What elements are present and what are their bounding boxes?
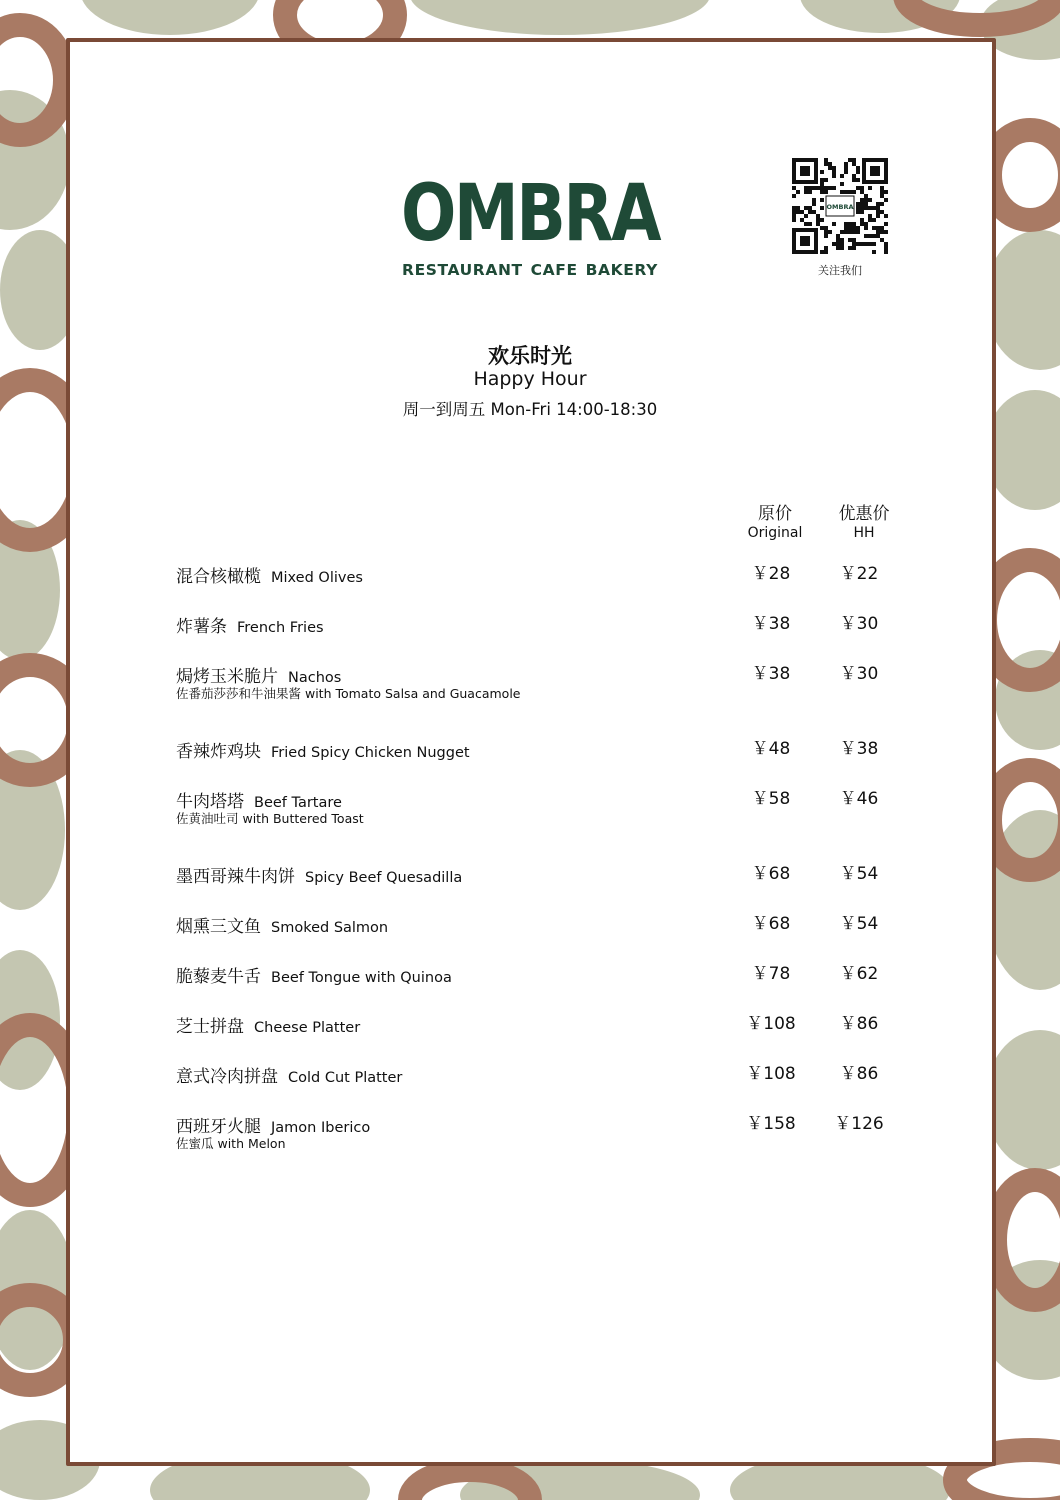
- menu-item-name-cn: 混合核橄榄: [176, 567, 261, 587]
- menu-item-note: 佐番茄莎莎和牛油果酱 with Tomato Salsa and Guacamole: [176, 686, 521, 701]
- happy-hour-schedule: 周一到周五 Mon-Fri 14:00-18:30: [402, 400, 658, 419]
- menu-item: [176, 787, 956, 847]
- menu-item-name-cn: 香辣炸鸡块: [176, 742, 261, 762]
- column-header-hh: [814, 499, 914, 541]
- price-happy-hour: ￥62: [839, 964, 879, 984]
- price-happy-hour: ￥38: [839, 739, 879, 759]
- menu-item-note: 佐黄油吐司 with Buttered Toast: [176, 811, 364, 826]
- column-header-original-en: Original: [747, 525, 803, 541]
- price-happy-hour: ￥30: [839, 664, 879, 684]
- price-happy-hour: ￥126: [834, 1114, 884, 1134]
- menu-item-name-en: Smoked Salmon: [271, 920, 389, 936]
- menu-item-name-cn: 墨西哥辣牛肉饼: [176, 867, 295, 887]
- price-original: ￥38: [751, 614, 791, 634]
- menu-item-name: [176, 737, 470, 762]
- menu-item-name-en: Spicy Beef Quesadilla: [305, 870, 463, 886]
- menu-item-name-cn: 西班牙火腿: [176, 1117, 261, 1137]
- menu-item-name-en: Mixed Olives: [271, 570, 363, 586]
- qr-code[interactable]: [792, 158, 888, 254]
- price-original: ￥108: [746, 1014, 796, 1034]
- menu-item-name-en: Cold Cut Platter: [288, 1070, 403, 1086]
- menu-item-name-en: Nachos: [288, 670, 342, 686]
- price-happy-hour: ￥54: [839, 864, 879, 884]
- menu-item-name-cn: 烟熏三文鱼: [176, 917, 261, 937]
- price-original: ￥158: [746, 1114, 796, 1134]
- brand-tagline: RESTAURANT CAFE BAKERY: [402, 261, 658, 279]
- page-title-en: Happy Hour: [473, 368, 587, 390]
- price-original: ￥108: [746, 1064, 796, 1084]
- price-original: ￥48: [751, 739, 791, 759]
- menu-item-name-en: Fried Spicy Chicken Nugget: [271, 745, 470, 761]
- column-header-original: [725, 499, 825, 541]
- price-original: ￥28: [751, 564, 791, 584]
- menu-item-name: [176, 1012, 360, 1037]
- price-happy-hour: ￥86: [839, 1064, 879, 1084]
- menu-item-name: [176, 612, 324, 637]
- menu-item-name-cn: 焗烤玉米脆片: [176, 667, 278, 687]
- menu-item-name: [176, 1062, 402, 1087]
- column-header-hh-en: HH: [853, 525, 875, 541]
- price-original: ￥38: [751, 664, 791, 684]
- menu-item-note: 佐蜜瓜 with Melon: [176, 1136, 286, 1151]
- menu-item: [176, 662, 956, 722]
- menu-item-name-en: Beef Tartare: [254, 795, 342, 811]
- price-happy-hour: ￥46: [839, 789, 879, 809]
- price-original: ￥68: [751, 864, 791, 884]
- svg-text:OMBRA: OMBRA: [826, 203, 854, 211]
- price-happy-hour: ￥22: [839, 564, 879, 584]
- menu-item-name: [176, 862, 462, 887]
- menu-item-name-en: Jamon Iberico: [271, 1120, 371, 1136]
- price-happy-hour: ￥86: [839, 1014, 879, 1034]
- column-header-hh-cn: 优惠价: [838, 504, 890, 524]
- menu-item-name-cn: 脆藜麦牛舌: [176, 967, 261, 987]
- menu-item: [176, 1112, 956, 1172]
- svg-text:OMBRA: OMBRA: [401, 169, 662, 259]
- menu-item-name-en: French Fries: [237, 620, 324, 636]
- menu-item-name-cn: 芝士拼盘: [176, 1017, 244, 1037]
- menu-item-name-en: Cheese Platter: [254, 1020, 361, 1036]
- menu-item-name: [176, 562, 363, 587]
- menu-item-name-en: Beef Tongue with Quinoa: [271, 970, 452, 986]
- menu-item-name-cn: 炸薯条: [176, 617, 227, 637]
- page-title-cn: 欢乐时光: [488, 344, 572, 368]
- price-original: ￥58: [751, 789, 791, 809]
- price-happy-hour: ￥30: [839, 614, 879, 634]
- price-original: ￥68: [751, 914, 791, 934]
- qr-caption: 关注我们: [818, 264, 862, 277]
- price-original: ￥78: [751, 964, 791, 984]
- menu-item-name: [176, 962, 452, 987]
- menu-item-name-cn: 牛肉塔塔: [176, 792, 244, 812]
- menu-item-name-cn: 意式冷肉拼盘: [176, 1067, 278, 1087]
- column-header-original-cn: 原价: [758, 504, 792, 524]
- menu-item-name: [176, 912, 388, 937]
- price-happy-hour: ￥54: [839, 914, 879, 934]
